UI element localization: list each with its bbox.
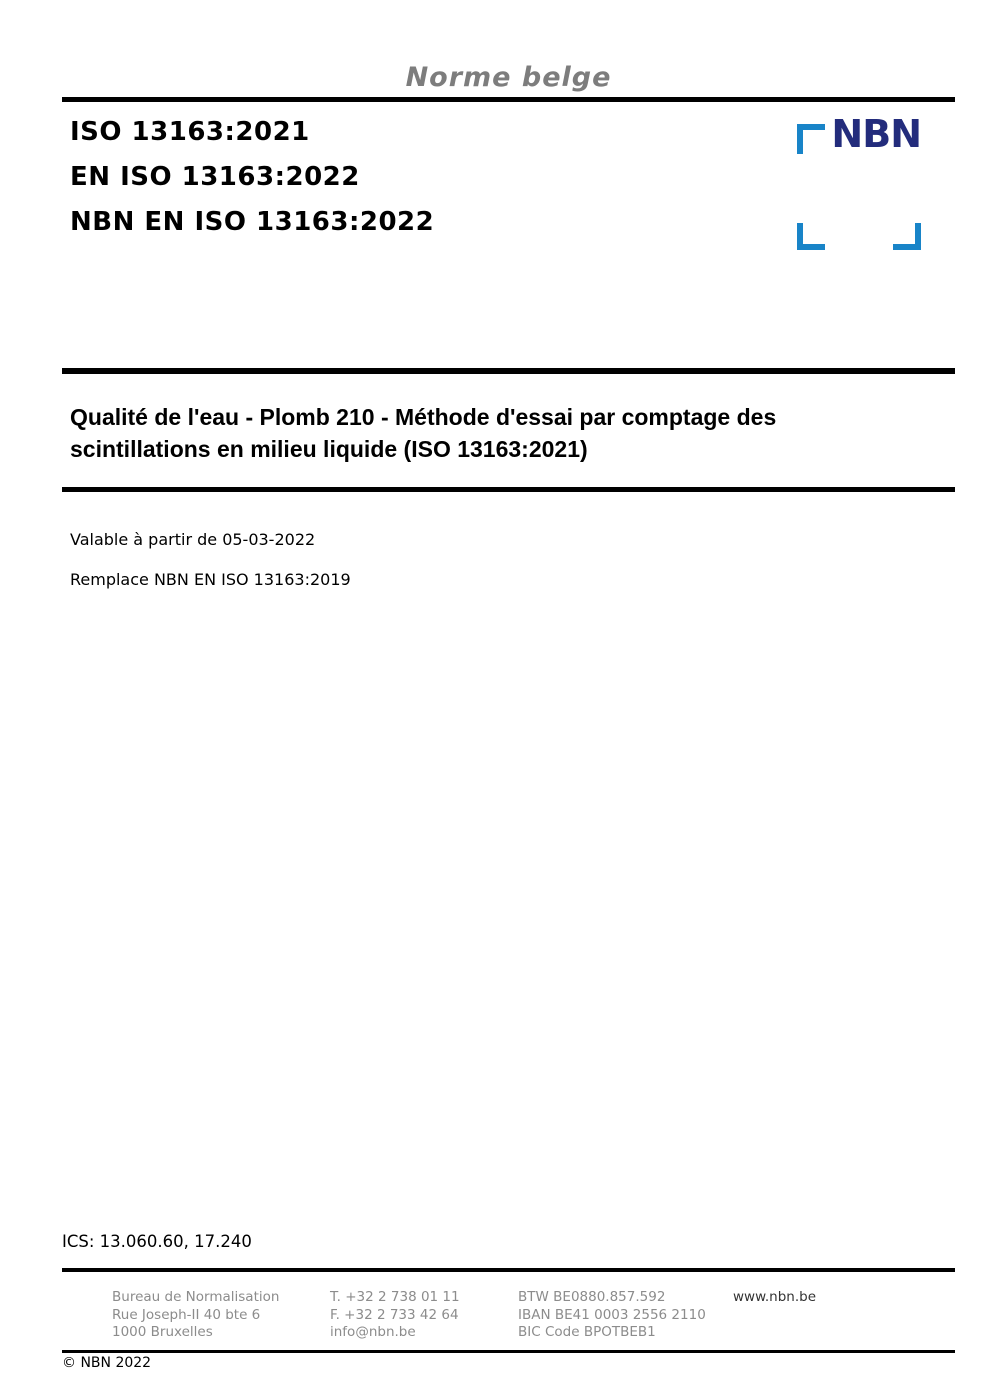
document-title [70, 401, 955, 465]
footer-fax: F. +32 2 733 42 64 [330, 1306, 459, 1323]
standard-code-iso: ISO 13163:2021 [70, 117, 310, 147]
valid-from-text: Valable à partir de 05-03-2022 [70, 530, 316, 549]
replaces-text: Remplace NBN EN ISO 13163:2019 [70, 570, 351, 589]
standard-code-en-iso: EN ISO 13163:2022 [70, 162, 360, 192]
ics-classification: ICS: 13.060.60, 17.240 [62, 1232, 252, 1251]
copyright-notice: © NBN 2022 [62, 1355, 152, 1371]
header-divider [62, 97, 955, 102]
footer-email: info@nbn.be [330, 1324, 416, 1340]
footer-phone: T. +32 2 738 01 11 [330, 1289, 460, 1305]
footer-btw: BTW BE0880.857.592 [518, 1289, 666, 1305]
nbn-logo-text: NBN [831, 112, 921, 156]
footer-street: Rue Joseph-II 40 bte 6 [112, 1306, 261, 1323]
logo-bracket-bottom-right-icon [893, 223, 921, 250]
document-title-line-2: scintillations en milieu liquide (ISO 13163:2021) [70, 436, 588, 462]
document-type-heading: Norme belge [405, 62, 612, 93]
nbn-logo [797, 112, 921, 250]
title-divider-bottom [62, 487, 955, 492]
footer-website: www.nbn.be [733, 1289, 817, 1305]
logo-bracket-bottom-left-icon [797, 223, 825, 250]
footer-contact-block [330, 1289, 460, 1342]
standard-codes [70, 110, 434, 245]
footer-registration-block [518, 1289, 706, 1342]
document-title-line-1: Qualité de l'eau - Plomb 210 - Méthode d'essai par comptage des [70, 404, 777, 430]
footer-address-block [112, 1289, 279, 1342]
footer-iban: IBAN BE41 0003 2556 2110 [518, 1306, 706, 1323]
logo-bracket-top-left-icon [797, 124, 825, 154]
footer-org-name: Bureau de Normalisation [112, 1289, 280, 1305]
footer-bic: BIC Code BPOTBEB1 [518, 1324, 656, 1340]
footer-divider-top [62, 1268, 955, 1272]
title-divider-top [62, 368, 955, 374]
footer-divider-bottom [62, 1350, 955, 1353]
standard-code-nbn-en-iso: NBN EN ISO 13163:2022 [70, 207, 435, 237]
footer-city: 1000 Bruxelles [112, 1324, 213, 1340]
